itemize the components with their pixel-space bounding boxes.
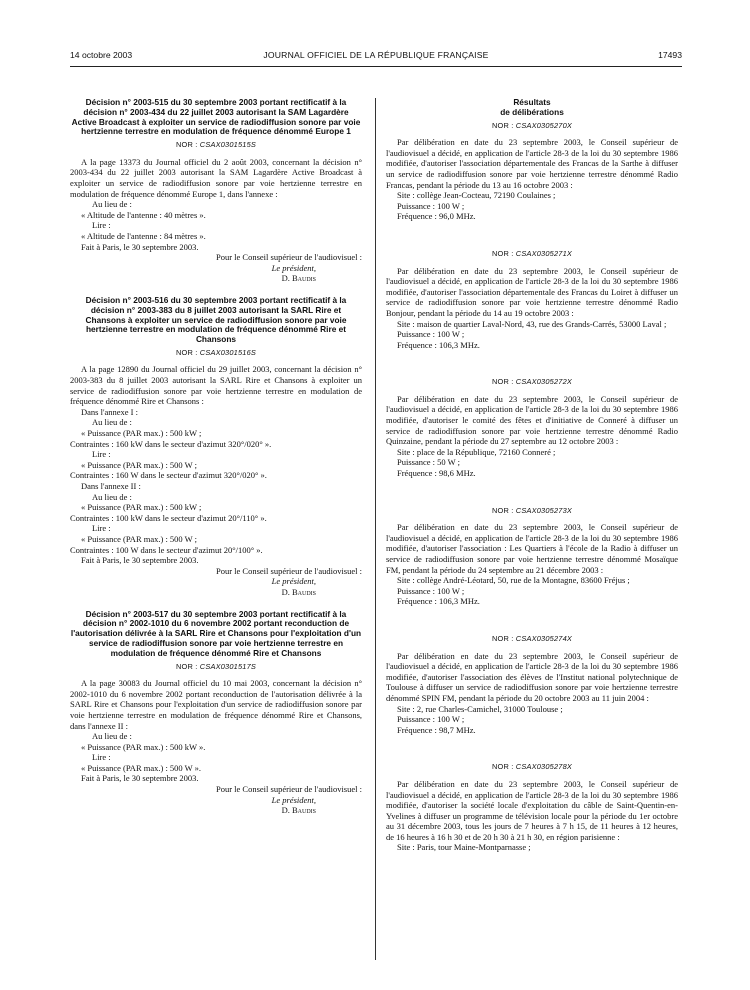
nor-code: CSAX0301515S [199, 140, 257, 150]
old-text: « Altitude de l'antenne : 40 mètres ». [81, 209, 206, 220]
nor-line [70, 140, 362, 151]
nor-code: CSAX0305270X [515, 120, 573, 130]
old-text: Contraintes : 100 kW dans le secteur d'azimut 20°/110° ». [70, 512, 267, 523]
section-heading: Résultats [513, 97, 551, 107]
old-text: « Puissance (PAR max.) : 500 kW ». [81, 741, 206, 752]
nor-prefix: NOR : [175, 347, 198, 357]
site: Site : place de la République, 72160 Conneré ; [397, 446, 556, 457]
header-journal-title: JOURNAL OFFICIEL DE LA RÉPUBLIQUE FRANÇAISE [263, 50, 489, 60]
nor-line [386, 249, 678, 260]
site: Site : collège Jean-Cocteau, 72190 Coulaines ; [397, 190, 556, 201]
pour-le-conseil: Pour le Conseil supérieur de l'audiovisuel : [215, 252, 362, 263]
signature: D. Baudis [281, 273, 316, 284]
deliberation-text: Par délibération en date du 23 septembre 2003, le Conseil supérieur de l'audiovisuel a décidé, en application de l'article 28-3 de la loi du 30 septembre 1986 modifiée, d'autoriser le comité des fêtes et d'initiative de Conneré à diffuser un service de radiodiffusion sonore par voie hertzienne terrestre dénommé Radio Quinzaine, pendant la période du 27 septembre au 12 octobre 2003 : [386, 393, 678, 447]
nor-prefix: NOR : [491, 377, 514, 387]
decision-intro: A la page 30083 du Journal officiel du 10 mai 2003, concernant la décision n° 2002-1010 du 6 novembre 2002 portant reconduction de l'autorisation délivrée à la SARL Rire et Chansons pour l'exploitation d'un service de radiodiffusion sonore par voie hertzienne terrestre en modulation de fréquence dénommé Rire et Chansons, dans l'annexe II : [70, 678, 362, 731]
le-president: Le président, [271, 794, 316, 805]
decision-title: Décision n° 2003-517 du 30 septembre 2003 portant rectificatif à la décision n° 2002-1010 du 6 novembre 2002 portant reconduction de l'autorisation délivrée à la SARL Rire et Chansons pour l'exploitation d'un service de radiodiffusion sonore par voie hertzienne terrestre en modulation de fréquence dénommé Rire et Chansons [70, 608, 362, 658]
decision-2003-516 [70, 296, 362, 598]
frequence: Fréquence : 96,0 MHz. [397, 211, 476, 222]
nor-code: CSAX0305274X [515, 633, 573, 643]
nor-prefix: NOR : [175, 661, 198, 671]
new-text: « Puissance (PAR max.) : 500 W ; [81, 533, 198, 544]
au-lieu-de: Au lieu de : [92, 199, 132, 210]
right-column [386, 98, 678, 853]
decision-2003-517 [70, 610, 362, 816]
nor-line [386, 506, 678, 517]
nor-line [386, 634, 678, 645]
nor-prefix: NOR : [491, 505, 514, 515]
site: Site : 2, rue Charles-Camichel, 31000 Toulouse ; [397, 703, 563, 714]
column-divider [375, 98, 376, 960]
puissance: Puissance : 50 W ; [397, 457, 460, 468]
header-page-number: 17493 [658, 50, 682, 60]
site: Site : collège André-Léotard, 50, rue de la Montagne, 83600 Fréjus ; [397, 575, 630, 586]
lire: Lire : [92, 752, 111, 763]
nor-code: CSAX0305273X [515, 505, 573, 515]
nor-prefix: NOR : [491, 248, 514, 258]
le-president: Le président, [271, 262, 316, 273]
nor-line [386, 121, 678, 132]
nor-line [386, 762, 678, 773]
deliberation-text: Par délibération en date du 23 septembre 2003, le Conseil supérieur de l'audiovisuel a décidé, en application de l'article 28-3 de la loi du 30 septembre 1986 modifiée, d'autoriser l'association départementale des Francas de la Sarthe à diffuser un service de radiodiffusion sonore par voie hertzienne terrestre dénommé Radio Francas, pendant la période du 13 au 16 octobre 2003 : [386, 137, 678, 190]
deliberation [386, 762, 678, 853]
nor-prefix: NOR : [491, 762, 514, 772]
new-text: « Puissance (PAR max.) : 500 W ». [81, 762, 202, 773]
new-text: Contraintes : 100 W dans le secteur d'azimut 20°/100° ». [70, 544, 263, 555]
frequence: Fréquence : 98,7 MHz. [397, 724, 476, 735]
nor-code: CSAX0305272X [515, 377, 573, 387]
lire: Lire : [92, 523, 111, 534]
decision-title: Décision n° 2003-515 du 30 septembre 2003 portant rectificatif à la décision n° 2003-434 du 22 juillet 2003 autorisant la SAM Lagardère Active Broadcast à exploiter un service de radiodiffusion sonore par voie hertzienne terrestre en modulation de fréquence dénommé Europe 1 [71, 97, 361, 137]
new-text: « Puissance (PAR max.) : 500 W ; [81, 459, 198, 470]
fait-a-paris: Fait à Paris, le 30 septembre 2003. [81, 773, 199, 784]
new-text: Contraintes : 160 W dans le secteur d'azimut 320°/020° ». [70, 470, 267, 481]
puissance: Puissance : 100 W ; [397, 200, 465, 211]
au-lieu-de: Au lieu de : [92, 491, 132, 502]
le-president: Le président, [271, 576, 316, 587]
nor-line [386, 377, 678, 388]
deliberation [386, 249, 678, 350]
deliberation [386, 377, 678, 478]
annexe-1: Dans l'annexe I : [81, 406, 138, 417]
puissance: Puissance : 100 W ; [397, 585, 465, 596]
nor-prefix: NOR : [491, 120, 514, 130]
deliberation-text: Par délibération en date du 23 septembre 2003, le Conseil supérieur de l'audiovisuel a décidé, en application de l'article 28-3 de la loi du 30 septembre 1986 modifiée, d'autoriser l'association départementale des Francas du Loiret à diffuser un service de radiodiffusion sonore par voie hertzienne terrestre dénommé Radio Bonjour, pendant la période du 14 au 19 octobre 2003 : [386, 265, 678, 318]
frequence: Fréquence : 98,6 MHz. [397, 468, 476, 479]
au-lieu-de: Au lieu de : [92, 731, 132, 742]
nor-line [70, 662, 362, 673]
pour-le-conseil: Pour le Conseil supérieur de l'audiovisuel : [215, 784, 362, 795]
frequence: Fréquence : 106,3 MHz. [397, 596, 480, 607]
signature: D. Baudis [281, 805, 316, 816]
annexe-2: Dans l'annexe II : [81, 481, 141, 492]
header-date: 14 octobre 2003 [70, 50, 133, 60]
lire: Lire : [92, 449, 111, 460]
puissance: Puissance : 100 W ; [397, 329, 465, 340]
fait-a-paris: Fait à Paris, le 30 septembre 2003. [81, 241, 199, 252]
section-subheading: de délibérations [500, 106, 564, 117]
deliberation [386, 121, 678, 222]
deliberation-text: Par délibération en date du 23 septembre 2003, le Conseil supérieur de l'audiovisuel a décidé, en application de l'article 28-3 de la loi du 30 septembre 1986 modifiée, d'autoriser la société locale d'exploitation du câble de Saint-Quentin-en-Yvelines à diffuser un programme de télévision locale pour la période du 1er octobre au 31 décembre 2003, tous les jours de 7 heures à 7 h 15, de 11 heures à 12 heures, de 16 heures à 16 h 30 et de 20 h 30 à 21 h 30, en région parisienne : [386, 778, 678, 842]
nor-prefix: NOR : [175, 140, 198, 150]
nor-code: CSAX0305271X [515, 248, 573, 258]
page-header [70, 50, 682, 64]
left-column [70, 98, 362, 816]
new-text: « Altitude de l'antenne : 84 mètres ». [81, 230, 206, 241]
old-text: Contraintes : 160 kW dans le secteur d'azimut 320°/020° ». [70, 438, 272, 449]
nor-prefix: NOR : [491, 633, 514, 643]
decision-2003-515 [70, 98, 362, 284]
pour-le-conseil: Pour le Conseil supérieur de l'audiovisuel : [215, 565, 362, 576]
deliberation [386, 506, 678, 607]
old-text: « Puissance (PAR max.) : 500 kW ; [81, 502, 202, 513]
deliberation [386, 634, 678, 735]
site: Site : Paris, tour Maine-Montparnasse ; [397, 842, 531, 853]
lire: Lire : [92, 220, 111, 231]
fait-a-paris: Fait à Paris, le 30 septembre 2003. [81, 555, 199, 566]
signature: D. Baudis [281, 586, 316, 597]
frequence: Fréquence : 106,3 MHz. [397, 339, 480, 350]
deliberation-text: Par délibération en date du 23 septembre 2003, le Conseil supérieur de l'audiovisuel a décidé, en application de l'article 28-3 de la loi du 30 septembre 1986 modifiée, d'autoriser l'association des élèves de l'Institut national polytechnique de Toulouse à diffuser un service de radiodiffusion sonore par voie hertzienne terrestre dénommé SPIN FM, pendant la période du 20 octobre 2003 au 11 juin 2004 : [386, 650, 678, 703]
nor-line [70, 348, 362, 359]
nor-code: CSAX0301517S [199, 661, 257, 671]
nor-code: CSAX0305278X [515, 762, 573, 772]
nor-code: CSAX0301516S [199, 347, 257, 357]
site: Site : maison de quartier Laval-Nord, 43, rue des Grands-Carrés, 53000 Laval ; [397, 318, 667, 329]
decision-intro: A la page 13373 du Journal officiel du 2 août 2003, concernant la décision n° 2003-434 du 22 juillet 2003 autorisant la SAM Lagardère Active Broadcast à exploiter un service de radiodiffusion sonore par voie hertzienne terrestre en modulation de fréquence dénommé Europe 1, dans l'annexe : [70, 156, 362, 199]
au-lieu-de: Au lieu de : [92, 417, 132, 428]
header-rule [70, 66, 682, 67]
puissance: Puissance : 100 W ; [397, 714, 465, 725]
decision-title: Décision n° 2003-516 du 30 septembre 2003 portant rectificatif à la décision n° 2003-383 du 8 juillet 2003 autorisant la SARL Rire et Chansons à exploiter un service de radiodiffusion sonore par voie hertzienne terrestre en modulation de fréquence dénommé Rire et Chansons [85, 294, 347, 345]
decision-intro: A la page 12890 du Journal officiel du 29 juillet 2003, concernant la décision n° 2003-383 du 8 juillet 2003 autorisant la SARL Rire et Chansons à exploiter un service de radiodiffusion sonore par voie hertzienne terrestre en modulation de fréquence dénommé Rire et Chansons : [70, 364, 362, 407]
old-text: « Puissance (PAR max.) : 500 kW ; [81, 428, 202, 439]
deliberation-text: Par délibération en date du 23 septembre 2003, le Conseil supérieur de l'audiovisuel a décidé, en application de l'article 28-3 de la loi du 30 septembre 1986 modifiée, d'autoriser l'association : Les Quartiers à l'école de la Radio à diffuser un service de radiodiffusion sonore par voie hertzienne terrestre dénommé Mosaïque FM, pendant la période du 24 septembre au 21 décembre 2003 : [386, 522, 678, 575]
